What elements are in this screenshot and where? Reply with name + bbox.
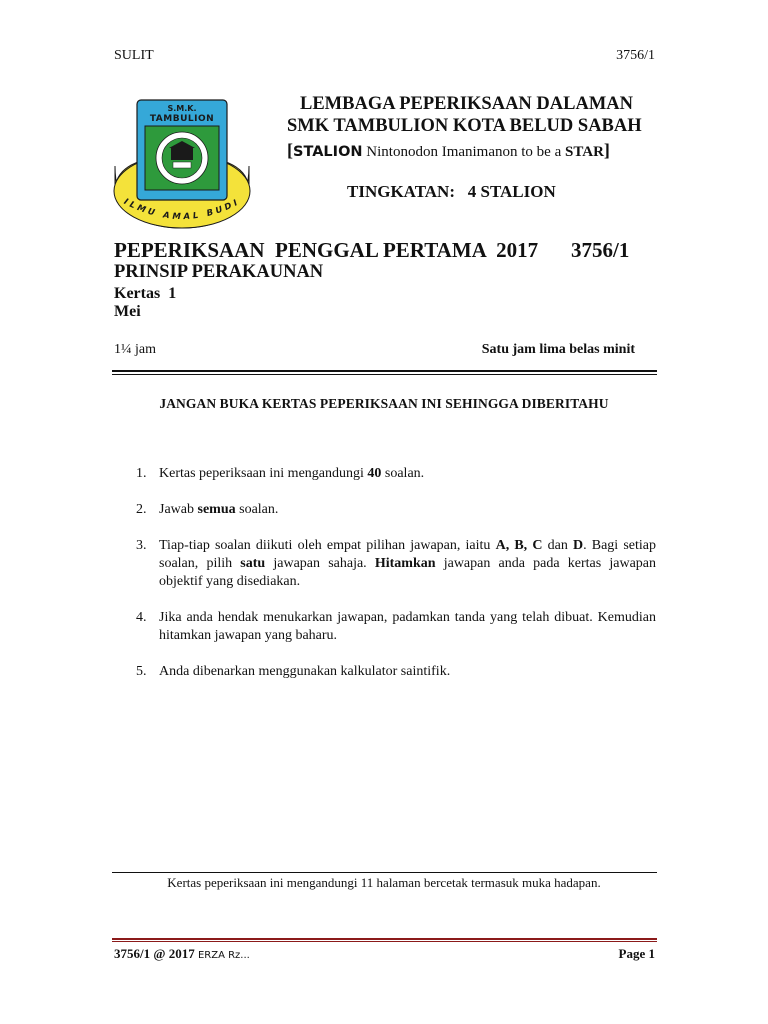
instruction-5 [136, 663, 656, 681]
exam-duration: 1¼ jam [114, 342, 156, 357]
org-line2: SMK TAMBULION KOTA BELUD SABAH [287, 116, 642, 136]
divider-thick [112, 370, 657, 372]
instruction-3-part: D [572, 538, 584, 553]
logo-school-text: TAMBULION [149, 114, 215, 124]
org-line1: LEMBAGA PEPERIKSAAN DALAMAN [300, 94, 634, 114]
instruction-3-part: Hitamkan [374, 556, 436, 571]
instructions-list [136, 465, 656, 699]
exam-duration-words: Satu jam lima belas minit [481, 342, 635, 357]
divider-thin [112, 374, 657, 375]
instruction-text: Anda dibenarkan menggunakan kalkulator saintifik. [159, 664, 451, 679]
motto-open-bracket: [ [287, 140, 293, 160]
exam-month: Mei [114, 303, 141, 320]
instruction-1-part-c: soalan. [381, 466, 425, 481]
instruction-number: 1. [136, 466, 147, 481]
instruction-number: 3. [136, 538, 147, 553]
instruction-number: 2. [136, 502, 147, 517]
motto-star: STAR [565, 144, 604, 160]
school-logo [107, 96, 257, 231]
instruction-2 [136, 501, 656, 519]
instruction-2-part-c: soalan. [235, 502, 279, 517]
instruction-number: 5. [136, 664, 147, 679]
instruction-3 [136, 537, 656, 591]
instruction-3-part: satu [240, 556, 266, 571]
instruction-3-part: A, B, C [495, 538, 543, 553]
org-block [287, 93, 647, 161]
motto-close-bracket: ] [603, 140, 610, 160]
footer-rule-thick [112, 938, 657, 940]
header-code: 3756/1 [616, 48, 655, 63]
logo-ribbon-text: ILMU AMAL BUDI [122, 196, 242, 223]
instruction-1-part-a: Kertas peperiksaan ini mengandungi [159, 466, 368, 481]
motto-middle: Nintonodon Imanimanon to be a [362, 144, 565, 160]
footer-code-text: 3756/1 @ 2017 [114, 946, 198, 961]
pages-note: Kertas peperiksaan ini mengandungi 11 halaman bercetak termasuk muka hadapan. [167, 875, 601, 890]
instruction-3-part: jawapan anda pada kertas jawapan objektif yang disediakan. [159, 556, 656, 589]
exam-code: 3756/1 [571, 238, 630, 262]
instruction-2-part-b: semua [197, 502, 236, 517]
warning-text: JANGAN BUKA KERTAS PEPERIKSAAN INI SEHINGGA DIBERITAHU [159, 396, 609, 411]
instruction-1-part-b: 40 [367, 466, 382, 481]
form-level: TINGKATAN: 4 STALION [347, 182, 556, 201]
instruction-3-part: dan [542, 538, 573, 553]
instruction-number: 4. [136, 610, 147, 625]
instruction-text [159, 465, 656, 483]
instruction-3-part: . Bagi setiap soalan, pilih [159, 538, 656, 571]
instruction-text [159, 537, 656, 591]
instruction-text: Jika anda hendak menukarkan jawapan, padamkan tanda yang telah dibuat. Kemudian hitamkan jawapan yang baharu. [159, 610, 656, 643]
instruction-3-part: Tiap-tiap soalan diikuti oleh empat pilihan jawapan, iaitu [159, 538, 496, 553]
instruction-1 [136, 465, 656, 483]
motto-stalion: STALION [293, 144, 363, 160]
logo-top-text: S.M.K. [167, 104, 197, 113]
footer-code [114, 946, 250, 962]
exam-title: PEPERIKSAAN PENGGAL PERTAMA 2017 [114, 238, 539, 262]
instruction-4 [136, 609, 656, 645]
exam-subject: PRINSIP PERAKAUNAN [114, 262, 324, 282]
page-number: Page 1 [618, 946, 655, 961]
instruction-3-part: jawapan sahaja. [265, 556, 375, 571]
instruction-2-part-a: Jawab [159, 502, 198, 517]
footer-author: ERZA Rz... [197, 950, 250, 961]
logo-inner-text: SABAH [175, 178, 189, 183]
exam-paper: Kertas 1 [114, 285, 177, 302]
header-sulit: SULIT [114, 48, 154, 63]
instruction-text [159, 501, 656, 519]
footer-rule-thin [112, 941, 657, 942]
school-motto [287, 140, 647, 161]
footer-divider [112, 872, 657, 873]
